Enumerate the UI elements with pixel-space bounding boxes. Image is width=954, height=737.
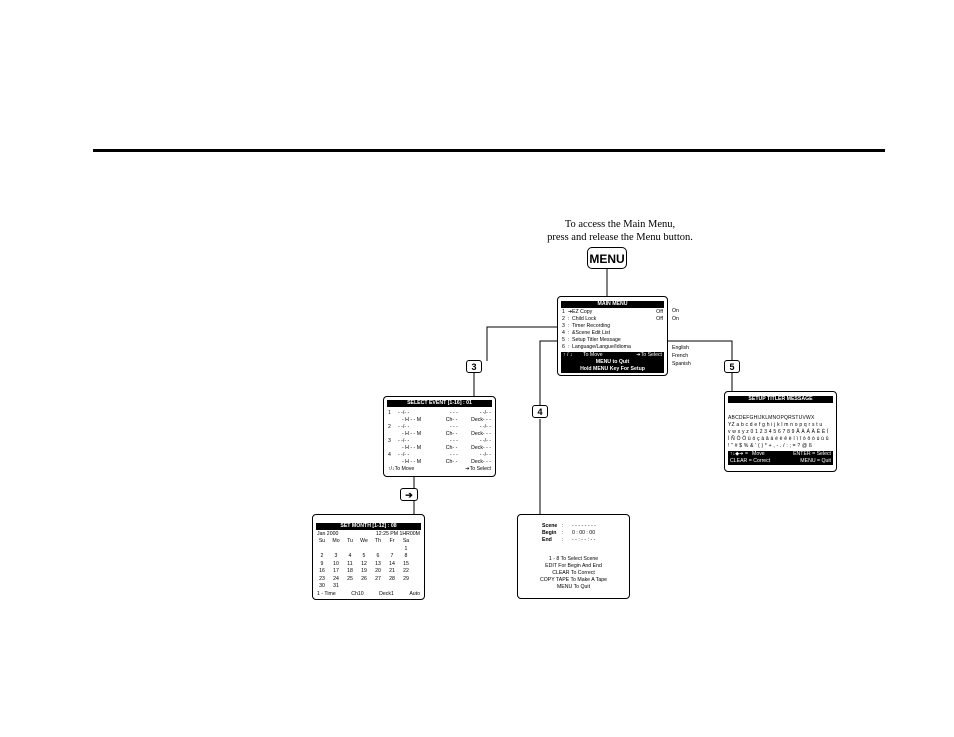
- menu-item-titler[interactable]: 5 : Setup Titler Message: [562, 337, 621, 343]
- event-row-detail[interactable]: - H - - M Ch- - Deck- - -: [402, 445, 491, 451]
- menu-item-ez-copy[interactable]: 1 ➔ EZ Copy Off: [562, 309, 663, 315]
- badge-3: 3: [466, 360, 482, 373]
- titler-charset[interactable]: [725, 415, 836, 450]
- line-to-timer: [487, 327, 560, 361]
- main-menu-screen: [557, 296, 668, 376]
- event-row[interactable]: 3 - -/- - - - - - -/- -: [388, 438, 491, 444]
- calendar-day[interactable]: 27: [375, 575, 381, 582]
- calendar-day[interactable]: 8: [404, 553, 408, 559]
- day-header: Th: [374, 538, 382, 544]
- calendar-day[interactable]: [385, 583, 399, 591]
- calendar-day[interactable]: 12: [361, 560, 367, 567]
- titler-footer: ↑↓◆➔ = Move ENTER = Select CLEAR = Correct MENU = Quit: [730, 451, 831, 464]
- menu-button[interactable]: MENU: [587, 247, 627, 269]
- calendar-day[interactable]: 26: [361, 575, 367, 582]
- calendar-day[interactable]: 25: [347, 575, 353, 582]
- event-row-detail[interactable]: - H - - M Ch- - Deck- - -: [402, 431, 491, 437]
- calendar-day[interactable]: 31: [333, 583, 339, 589]
- select-event-footer: ↑/↓ To Move ➔ To Select: [388, 466, 491, 472]
- intro-line-1: To access the Main Menu,: [564, 219, 676, 230]
- calendar-day[interactable]: [399, 583, 413, 591]
- day-header: Tu: [347, 538, 353, 544]
- calendar-day[interactable]: 15: [403, 560, 409, 567]
- calendar-day[interactable]: 28: [389, 575, 395, 582]
- arrows-icon: ↑↓◆➔ =: [730, 451, 748, 457]
- event-list: [384, 410, 495, 466]
- line-to-titler: [660, 341, 732, 360]
- set-month-datetime: Jan 2000 12:25 PM 1HR00M: [317, 531, 420, 537]
- calendar-day[interactable]: 17: [333, 568, 339, 574]
- calendar-day[interactable]: [315, 546, 329, 554]
- badge-arrow: ➔: [400, 488, 418, 501]
- calendar-day[interactable]: 5: [362, 553, 366, 559]
- option-ez-copy-on[interactable]: On: [672, 308, 679, 314]
- option-child-lock-on[interactable]: On: [672, 316, 679, 322]
- select-event-title: SELECT EVENT [1-16] : 01: [387, 400, 492, 407]
- right-arrow-icon: ➔: [636, 352, 641, 358]
- calendar-day[interactable]: 30: [319, 583, 325, 589]
- badge-4: 4: [532, 405, 548, 418]
- event-row-detail[interactable]: - H - - M Ch- - Deck- - -: [402, 459, 491, 465]
- event-row[interactable]: 4 - -/- - - - - - -/- -: [388, 452, 491, 458]
- intro-text: [500, 218, 740, 244]
- menu-item-scene-edit[interactable]: 4 : &Scene Edit List: [562, 330, 611, 336]
- char-row-2: YZ a b c d e f g h i j k l m n o p q r s t u: [728, 422, 823, 428]
- calendar-day[interactable]: [371, 583, 385, 591]
- language-spanish[interactable]: Spanish: [672, 361, 691, 367]
- calendar-day[interactable]: 10: [333, 560, 339, 567]
- calendar-day[interactable]: 7: [390, 553, 394, 559]
- calendar-day[interactable]: [385, 546, 399, 554]
- set-month-footer: 1 - Time Ch10 Deck1 Auto: [317, 590, 420, 597]
- day-header: Fr: [389, 538, 395, 544]
- calendar-day[interactable]: [343, 546, 357, 554]
- menu-item-language[interactable]: 6 : Language/Langue/Idioma: [562, 344, 631, 350]
- calendar-day[interactable]: 2: [320, 553, 324, 559]
- day-header: Sa: [402, 538, 410, 544]
- calendar-day[interactable]: 22: [403, 568, 409, 574]
- scene-help: 1 - 8 To Select Scene EDIT For Begin And End CLEAR To Correct COPY TAPE To Make A Tape MENU To Quit: [540, 556, 607, 590]
- scene-fields: Scene : - - - - - - - - Begin : 0 : 00 : 00 End : - - : - - : - -: [542, 523, 596, 543]
- event-row[interactable]: 2 - -/- - - - - - -/- -: [388, 424, 491, 430]
- calendar-day[interactable]: 1: [404, 545, 408, 552]
- event-row-detail[interactable]: - H - - M Ch- - Deck- - -: [402, 417, 491, 423]
- calendar-day[interactable]: 18: [347, 568, 353, 574]
- calendar-day[interactable]: 19: [361, 568, 367, 574]
- day-header: Mo: [332, 538, 340, 544]
- language-english[interactable]: English: [672, 345, 690, 351]
- calendar-day[interactable]: 11: [347, 560, 353, 567]
- calendar-day[interactable]: 24: [333, 575, 339, 582]
- up-down-arrow-icon: ↑ / ↓: [563, 352, 573, 358]
- day-header: We: [360, 538, 368, 544]
- calendar-day[interactable]: 9: [320, 560, 324, 567]
- calendar-day[interactable]: 13: [375, 560, 381, 567]
- calendar-day[interactable]: 4: [348, 553, 352, 559]
- up-down-arrow-icon: ↑/↓: [388, 466, 395, 472]
- set-month-screen: [312, 514, 425, 600]
- titler-title: SETUP TITLER MESSAGE: [728, 396, 833, 403]
- calendar-day[interactable]: [357, 583, 371, 591]
- right-arrow-icon: ➔: [465, 466, 470, 472]
- titler-screen: [724, 391, 837, 472]
- calendar-day[interactable]: 6: [376, 553, 380, 559]
- calendar-day[interactable]: [343, 583, 357, 591]
- char-row-1: ABCDEFGHIJKLMNOPQRSTUVWX: [728, 415, 815, 421]
- event-row[interactable]: 1 - -/- - - - - - -/- -: [388, 410, 491, 416]
- calendar-day[interactable]: 16: [319, 568, 325, 574]
- calendar-day[interactable]: [329, 546, 343, 554]
- calendar-day[interactable]: 20: [375, 568, 381, 574]
- main-menu-items: [558, 309, 667, 351]
- menu-item-timer-recording[interactable]: 3 : Timer Recording: [562, 323, 611, 329]
- calendar-grid: [315, 538, 413, 591]
- calendar-day[interactable]: 23: [319, 575, 325, 582]
- calendar-day[interactable]: 29: [403, 575, 409, 582]
- char-row-3: v w x y z 0 1 2 3 4 5 6 7 8 9 Â À Á Ä È É Í: [728, 429, 829, 435]
- calendar-day[interactable]: [357, 546, 371, 554]
- scene-edit-screen: [517, 514, 630, 599]
- main-menu-footer: ↑ / ↓ To Move ➔ To Select MENU to Quit Hold MENU Key For Setup: [563, 352, 662, 372]
- set-month-title: SET MONTH [1-12] : 08: [316, 523, 421, 530]
- calendar-day[interactable]: 14: [389, 560, 395, 567]
- day-header: Su: [318, 538, 326, 544]
- intro-line-2: press and release the Menu button.: [547, 232, 693, 243]
- badge-5: 5: [724, 360, 740, 373]
- char-row-5: ! " # $ % & ' ( ) * + , - . / : ; = ? @ ß: [728, 443, 813, 449]
- calendar-day[interactable]: [371, 546, 385, 554]
- char-row-4: Ì Ñ Ó Ò ü ö ç à â ä é è ê ë í ï î ó ô ò ú ù û: [728, 436, 829, 442]
- calendar-day[interactable]: 21: [389, 568, 395, 574]
- select-event-screen: [383, 396, 496, 477]
- main-menu-title: MAIN MENU: [561, 301, 664, 308]
- calendar-day[interactable]: 3: [334, 553, 338, 559]
- menu-item-child-lock[interactable]: 2 : Child Lock Off: [562, 316, 663, 322]
- language-french[interactable]: French: [672, 353, 689, 359]
